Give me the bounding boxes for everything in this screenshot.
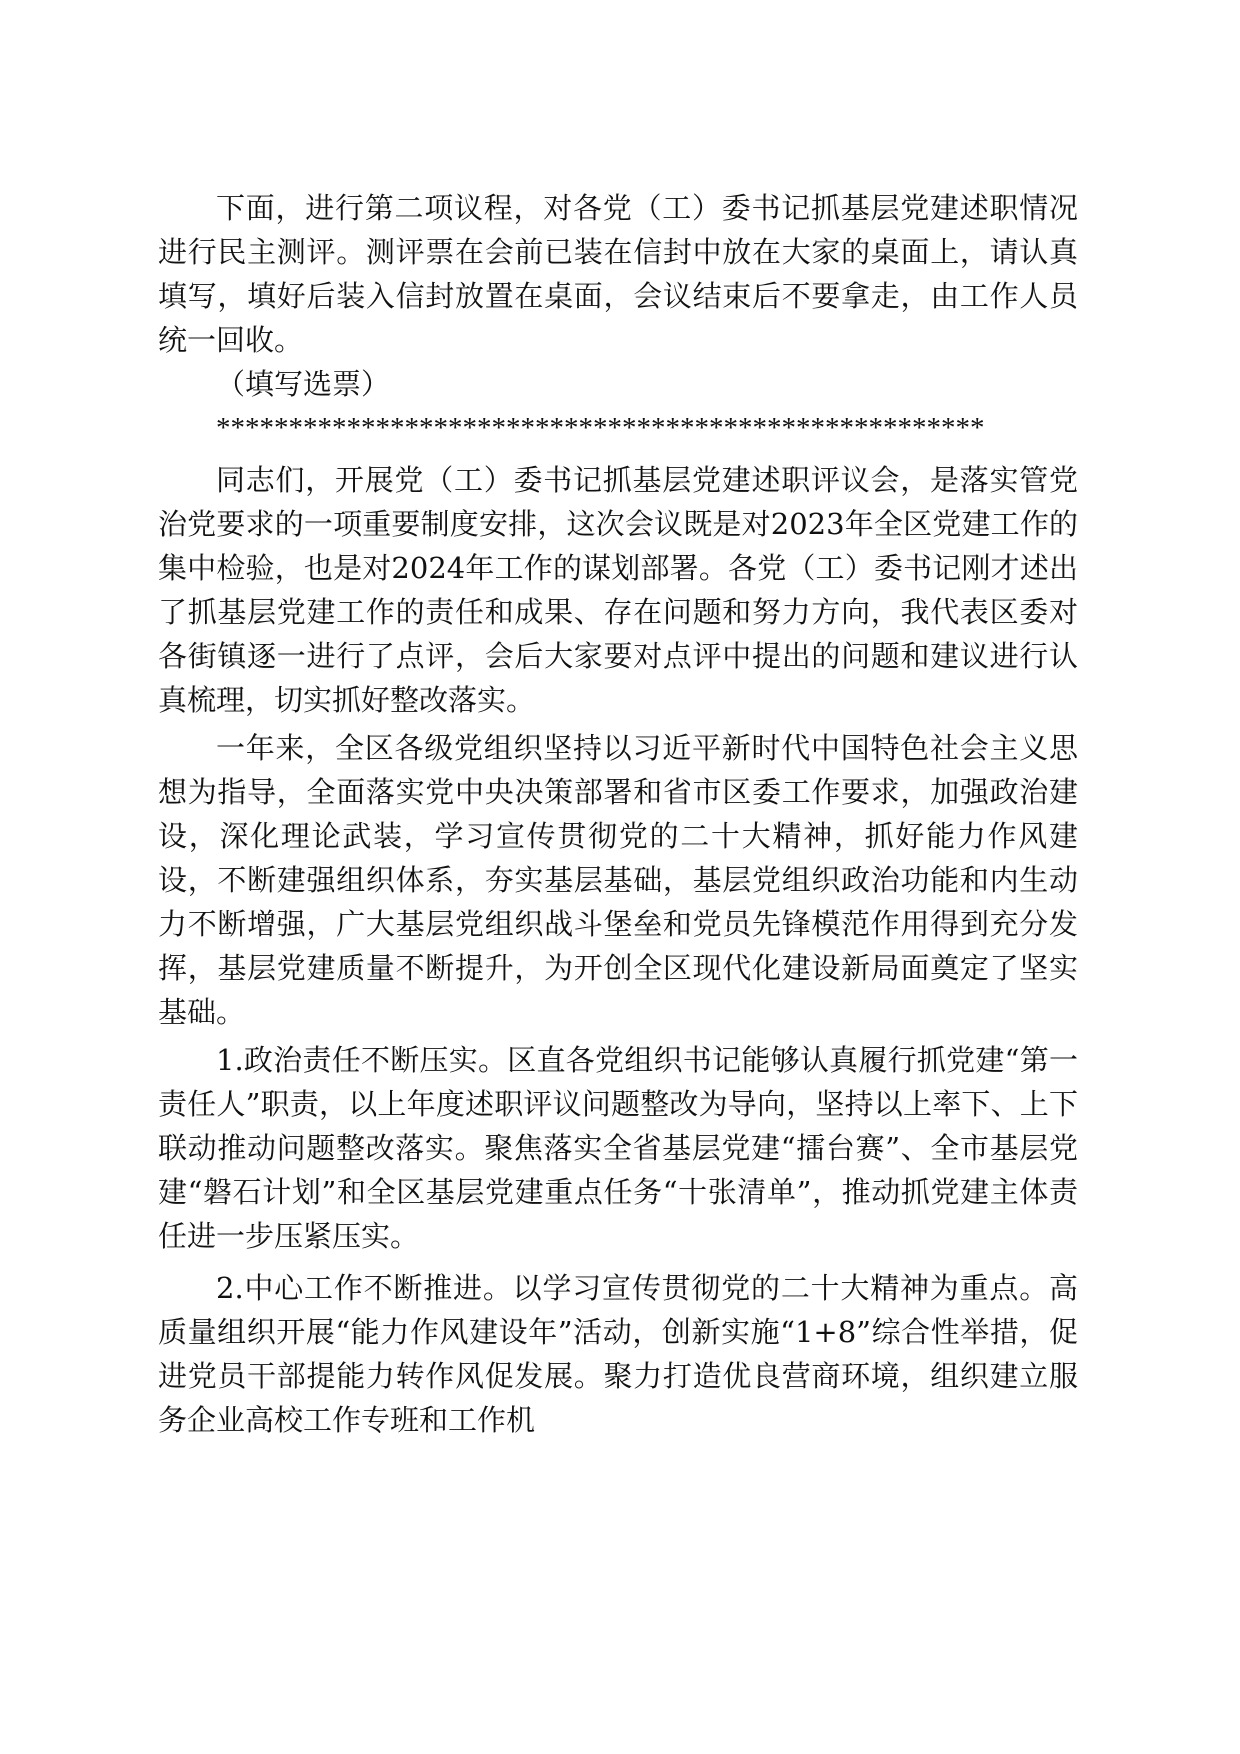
paragraph-point-1: 1.政治责任不断压实。区直各党组织书记能够认真履行抓党建“第一责任人”职责，以上年度述职评议问题整改为导向，坚持以上率下、上下联动推动问题整改落实。聚焦落实全省基层党建“擂台赛”、全市基层党建“磐石计划”和全区基层党建重点任务“十张清单”，推动抓党建主体责任进一步压紧压实。: [158, 1043, 1078, 1253]
paragraph-voting-instructions: 下面，进行第二项议程，对各党（工）委书记抓基层党建述职情况进行民主测评。测评票在会前已装在信封中放在大家的桌面上，请认真填写，填好后装入信封放置在桌面，会议结束后不要拿走，由工作人员统一回收。: [158, 191, 1078, 357]
paragraph-point-2: 2.中心工作不断推进。以学习宣传贯彻党的二十大精神为重点。高质量组织开展“能力作风建设年”活动，创新实施“1+8”综合性举措，促进党员干部提能力转作风促发展。聚力打造优良营商环境，组织建立服务企业高校工作专班和工作机: [158, 1271, 1078, 1437]
paragraph-year-review: 一年来，全区各级党组织坚持以习近平新时代中国特色社会主义思想为指导，全面落实党中央决策部署和省市区委工作要求，加强政治建设，深化理论武装，学习宣传贯彻党的二十大精神，抓好能力作风建设，不断建强组织体系，夯实基层基础，基层党组织政治功能和内生动力不断增强，广大基层党组织战斗堡垒和党员先锋模范作用得到充分发挥，基层党建质量不断提升，为开创全区现代化建设新局面奠定了坚实基础。: [158, 731, 1078, 1029]
document-body: [158, 186, 1078, 1442]
paragraph-fill-ballot-note: （填写选票）: [216, 367, 391, 401]
asterisk-divider: *****************************************************: [216, 412, 985, 444]
paragraph-meeting-summary: 同志们，开展党（工）委书记抓基层党建述职评议会，是落实管党治党要求的一项重要制度安排，这次会议既是对2023年全区党建工作的集中检验，也是对2024年工作的谋划部署。各党（工）委书记刚才述出了抓基层党建工作的责任和成果、存在问题和努力方向，我代表区委对各街镇逐一进行了点评，会后大家要对点评中提出的问题和建议进行认真梳理，切实抓好整改落实。: [158, 463, 1078, 717]
